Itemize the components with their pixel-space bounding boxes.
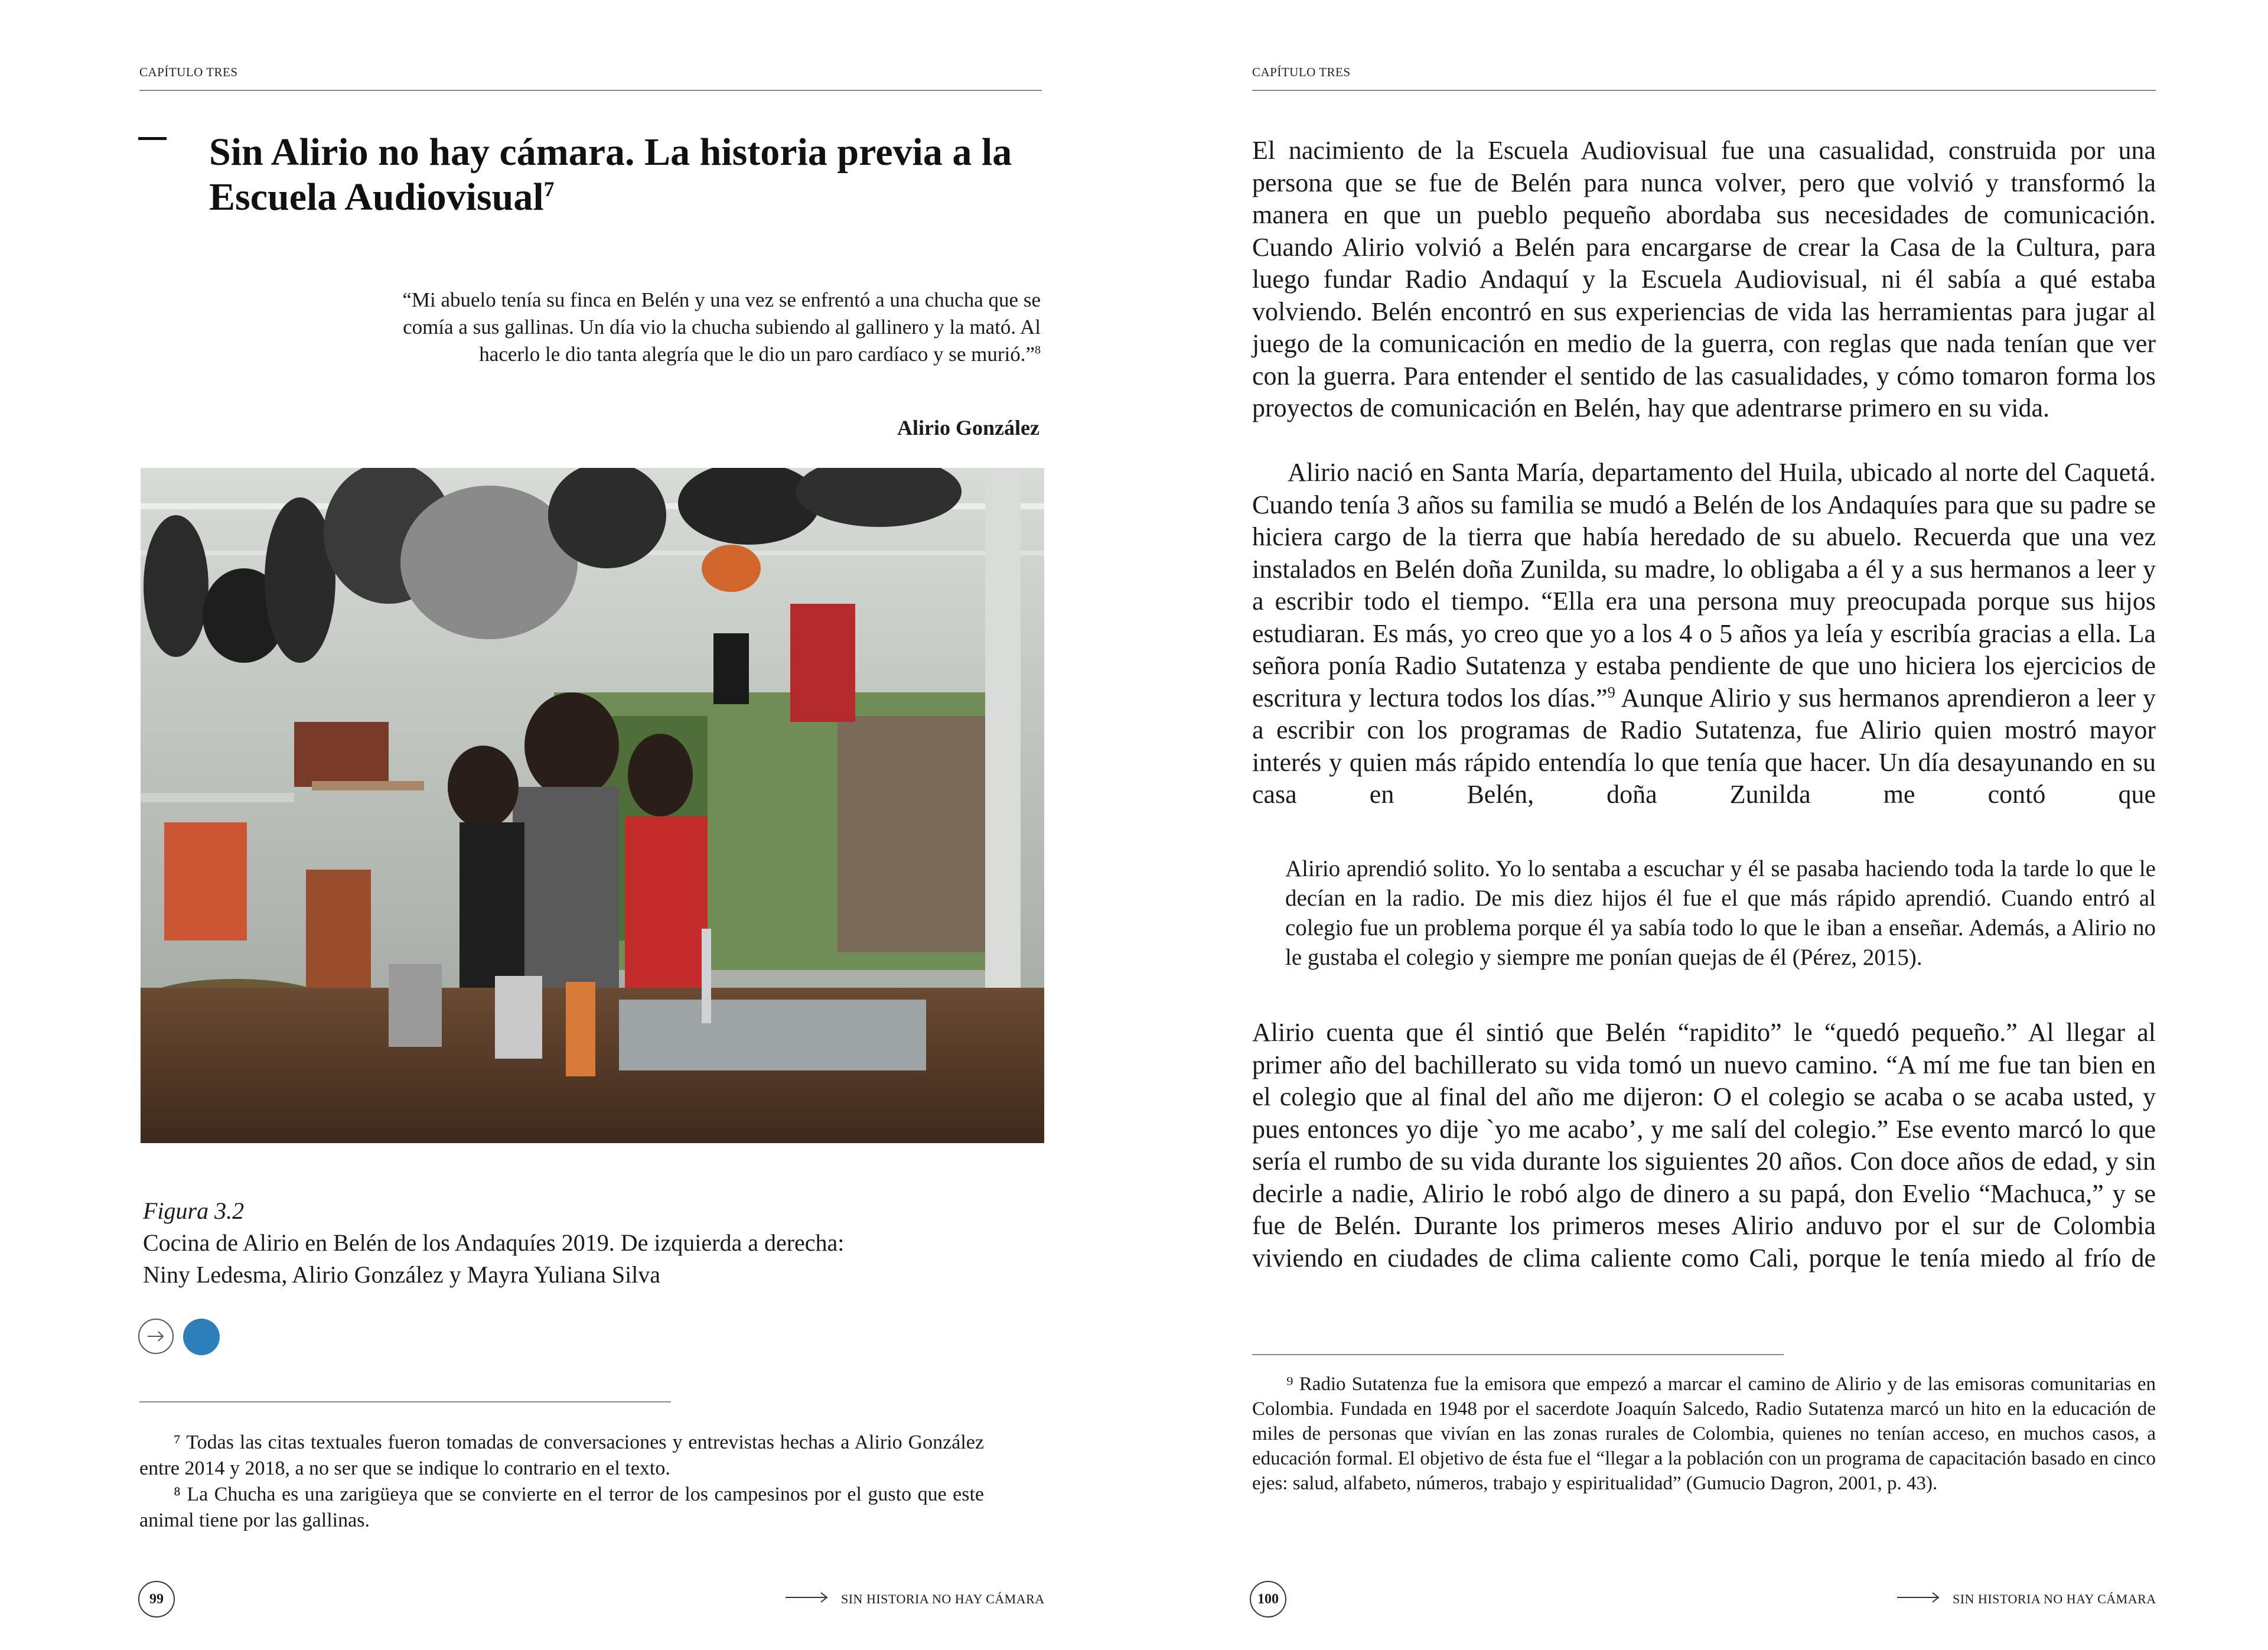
- next-button[interactable]: [138, 1319, 174, 1354]
- running-head: CAPÍTULO TRES: [1252, 65, 1351, 79]
- footnote-ref-7[interactable]: 7: [543, 177, 555, 201]
- header-rule: [139, 90, 1042, 91]
- right-page: [1134, 0, 2268, 1650]
- footnote-ref-9[interactable]: 9: [1607, 683, 1615, 701]
- footnote-8: ⁸ La Chucha es una zarigüeya que se convierte en el terror de los campesinos por el gusto que este animal tiene por las gallinas.: [139, 1483, 984, 1531]
- footnote-rule: [1252, 1354, 1784, 1355]
- body-paragraph: El nacimiento de la Escuela Audiovisual fue una casualidad, construida por una persona que se fue de Belén para nunca volver, pero que volvió y transformó la manera en que un pueblo pequeño abordaba sus necesidades de comunicación. Cuando Alirio volvió a Belén para encargarse de crear la Casa de la Cultura, para luego fundar Radio Andaquí y la Escuela Audiovisual, ni él sabía a qué estaba volviendo. Belén encontró en sus experiencias de vida las herramientas para jugar al juego de la comunicación en medio de la guerra, con reglas que nada tenían que ver con la guerra. Para entender el sentido de las casualidades, y cómo tomaron forma los proyectos de comunicación en Belén, hay que adentrarse primero en su vida.: [1252, 136, 2156, 422]
- epigraph-text: “Mi abuelo tenía su finca en Belén y una vez se enfrentó a una chucha que se comía a sus gallinas. Un día vio la chucha subiendo al gallinero y la mató. Al hacerlo le dio tanta alegría que le dio un paro cardíaco y se murió.”: [402, 288, 1041, 366]
- body-paragraph-text: Alirio nació en Santa María, departamento del Huila, ubicado al norte del Caquetá. Cuando tenía 3 años su familia se mudó a Belén de los Andaquíes para que su padre se hiciera cargo de la tierra que había heredado de su abuelo. Recuerda que una vez instalados en Belén doña Zunilda, su madre, lo obligaba a él y a sus hermanos a leer y a escribir todo el tiempo. “Ella era una persona muy preocupada porque sus hijos estudiaran. Es más, yo creo que yo a los 4 o 5 años ya leía y escribía gracias a ella. La señora ponía Radio Sutatenza y estaba pendiente de que uno hiciera los ejercicios de escritura y lectura todos los días.”: [1252, 458, 2156, 712]
- footnote-9: ⁹ Radio Sutatenza fue la emisora que empezó a marcar el camino de Alirio y de las emisoras comunitarias en Colombia. Fundada en 1948 por el sacerdote Joaquín Salcedo, Radio Sutatenza marcó un hito en la educación de miles de personas que vivían en las zonas rurales de Colombia, quienes no tenían acceso, en muchos casos, a educación formal. El objetivo de ésta fue el “llegar a la población con un programa de capacitación basado en cinco ejes: salud, alfabeto, números, trabajo y espiritualidad” (Gumucio Dagron, 2001, p. 43).: [1252, 1374, 2156, 1494]
- long-arrow-right-icon: [1897, 1590, 1941, 1605]
- section-dash: [138, 137, 167, 140]
- long-arrow-right-icon: [786, 1590, 829, 1605]
- body-paragraph-text: Aunque Alirio y sus hermanos aprendieron a leer y a escribir con los programas de Radio Sutatenza, fue Alirio quien mostró mayor interés y quien más rápido entendía lo que tenía que hacer. Un día desayunando en su casa en Belén, doña Zunilda me contó que: [1252, 683, 2156, 809]
- footer-title: SIN HISTORIA NO HAY CÁMARA: [1953, 1592, 2156, 1606]
- section-title-text: Sin Alirio no hay cámara. La historia previa a la Escuela Audiovisual: [209, 131, 1012, 219]
- block-quote: Alirio aprendió solito. Yo lo sentaba a escuchar y él se pasaba haciendo toda la tarde lo que le decían en la radio. De mis diez hijos él fue el que más rápido aprendió. Cuando entró al colegio fue un problema porque él ya sabía todo lo que le iban a enseñar. Además, a Alirio no le gustaba el colegio y siempre me ponían quejas de él (Pérez, 2015).: [1285, 856, 2156, 970]
- running-head: CAPÍTULO TRES: [139, 65, 238, 79]
- footer-title: SIN HISTORIA NO HAY CÁMARA: [841, 1592, 1045, 1606]
- epigraph: [354, 287, 1041, 368]
- filled-circle-icon[interactable]: [183, 1319, 220, 1355]
- kitchen-photo: [141, 468, 1044, 1143]
- epigraph-author: Alirio González: [897, 416, 1040, 440]
- body-paragraph: Alirio cuenta que él sintió que Belén “rapidito” le “quedó pequeño.” Al llegar al primer año del bachillerato su vida tomó un nuevo camino. “A mí me fue tan bien en el colegio que al final del año me dijeron: O el colegio se acaba o se acaba usted, y pues entonces yo dije `yo me acabo’, y me salí del colegio.” Ese evento marcó lo que sería el rumbo de su vida durante los siguientes 20 años. Con doce años de edad, y sin decirle a nadie, Alirio le robó algo de dinero a su papá, don Evelio “Machuca,” y se fue de Belén. Durante los primeros meses Alirio anduvo por el sur de Colombia viviendo en ciudades de clima caliente como Cali, porque le tenía miedo al frío de: [1252, 1018, 2156, 1273]
- header-rule: [1252, 90, 2156, 91]
- footnote-rule: [139, 1401, 671, 1402]
- arrow-right-icon: [139, 1320, 172, 1353]
- page-number: 99: [138, 1581, 175, 1618]
- footnote-ref-8[interactable]: 8: [1035, 343, 1041, 357]
- page-number: 100: [1250, 1581, 1286, 1618]
- footnote-7: ⁷ Todas las citas textuales fueron tomadas de conversaciones y entrevistas hechas a Alirio González entre 2014 y 2018, a no ser que se indique lo contrario en el texto.: [139, 1431, 984, 1479]
- figure-label: Figura 3.2: [143, 1197, 245, 1224]
- figure-caption: Cocina de Alirio en Belén de los Andaquíes 2019. De izquierda a derecha: Niny Ledesma, Alirio González y Mayra Yuliana Silva: [143, 1229, 845, 1288]
- body-paragraph: [1252, 457, 2156, 811]
- section-title: [209, 130, 1036, 220]
